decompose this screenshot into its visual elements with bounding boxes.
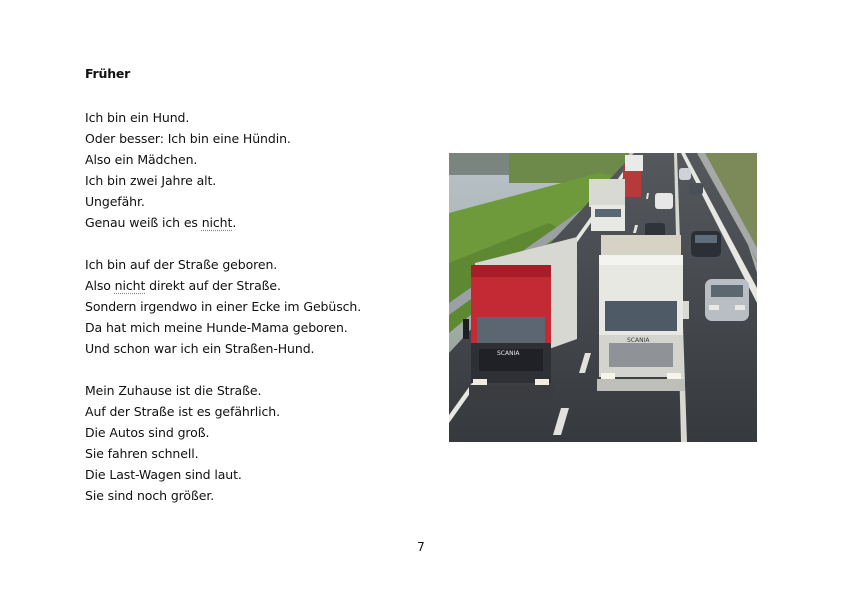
distant-car <box>655 193 673 209</box>
text-line: Und schon war ich ein Straßen-Hund. <box>85 341 315 356</box>
text-line <box>85 212 415 233</box>
text-line: Ich bin zwei Jahre alt. <box>85 173 217 188</box>
text-line: Mein Zuhause ist die Straße. <box>85 383 262 398</box>
highway-trucks-photo <box>449 153 757 442</box>
section-heading: Früher <box>85 66 131 81</box>
white-truck-distant <box>589 179 625 231</box>
text-line: Ich bin auf der Straße geboren. <box>85 257 278 272</box>
dark-car <box>691 231 721 257</box>
text-line: Oder besser: Ich bin eine Hündin. <box>85 131 291 146</box>
text-segment: direkt auf der Straße. <box>145 278 281 293</box>
distant-car <box>689 183 703 195</box>
text-line: Also ein Mädchen. <box>85 152 198 167</box>
text-line: Da hat mich meine Hunde-Mama geboren. <box>85 320 348 335</box>
text-line: Sie fahren schnell. <box>85 446 199 461</box>
text-line: Sie sind noch größer. <box>85 488 215 503</box>
distant-car <box>645 223 665 237</box>
distant-car <box>679 168 691 180</box>
text-segment: . <box>232 215 237 230</box>
white-truck <box>597 235 689 391</box>
text-line: Auf der Straße ist es gefährlich. <box>85 404 280 419</box>
paragraph-1 <box>85 107 415 233</box>
text-segment: Genau weiß ich es <box>85 215 202 230</box>
paragraph-2 <box>85 254 415 359</box>
highway-illustration <box>449 153 757 442</box>
silver-car <box>705 279 749 321</box>
text-segment: Also <box>85 278 115 293</box>
marked-word: nicht <box>114 278 146 293</box>
page-number: 7 <box>417 540 425 554</box>
distant-truck <box>625 155 643 171</box>
text-line: Ich bin ein Hund. <box>85 110 190 125</box>
text-line: Sondern irgendwo in einer Ecke im Gebüsch. <box>85 299 362 314</box>
brand-text-right: SCANIA <box>627 337 650 344</box>
text-line <box>85 275 415 296</box>
paragraph-3 <box>85 380 415 506</box>
text-line: Ungefähr. <box>85 194 145 209</box>
text-line: Die Autos sind groß. <box>85 425 210 440</box>
text-line: Die Last-Wagen sind laut. <box>85 467 242 482</box>
marked-word: nicht <box>201 215 233 230</box>
brand-text-left: SCANIA <box>497 350 520 357</box>
